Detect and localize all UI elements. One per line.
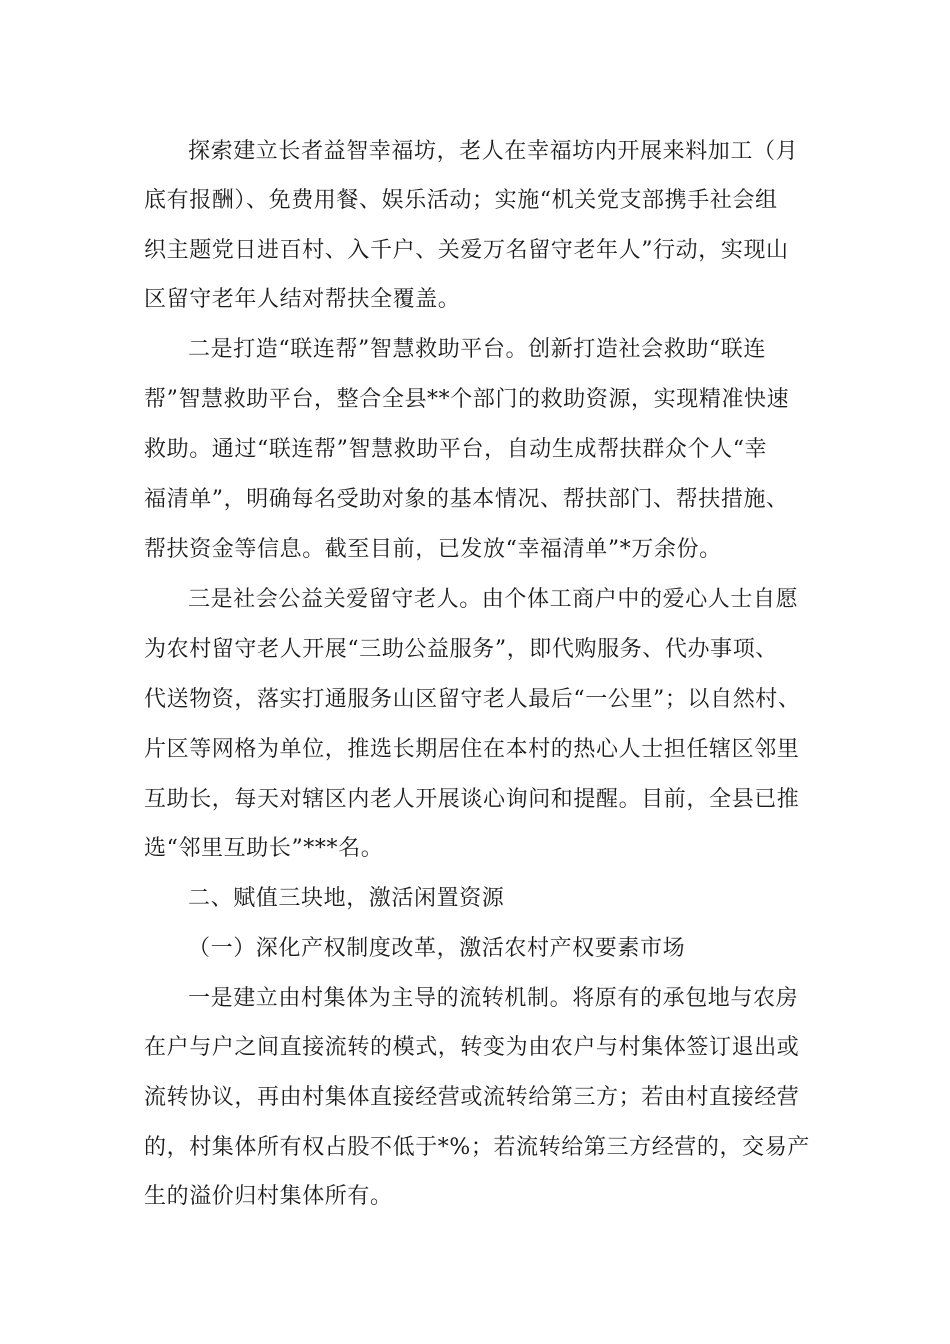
paragraph-line: 一是建立由村集体为主导的流转机制。将原有的承包地与农房 — [188, 986, 799, 1011]
paragraph-line: 三是社会公益关爱留守老人。由个体工商户中的爱心人士自愿 — [188, 587, 799, 612]
paragraph-line: 流转协议，再由村集体直接经营或流转给第三方；若由村直接经营 — [144, 1085, 800, 1110]
paragraph-line: 区留守老年人结对帮扶全覆盖。 — [144, 287, 461, 312]
paragraph-line: 帮扶资金等信息。截至目前，已发放“幸福清单”*万余份。 — [144, 537, 722, 562]
paragraph-line: 互助长，每天对辖区内老人开展谈心询问和提醒。目前，全县已推 — [144, 787, 800, 812]
paragraph-line: 织主题党日进百村、入千户、关爱万名留守老年人”行动，实现山 — [144, 238, 789, 263]
paragraph-line: 生的溢价归村集体所有。 — [144, 1184, 393, 1209]
paragraph-line: 的，村集体所有权占股不低于*%；若流转给第三方经营的，交易产 — [144, 1135, 810, 1160]
paragraph-line: 探索建立长者益智幸福坊，老人在幸福坊内开展来料加工（月 — [188, 139, 799, 164]
paragraph-line: 片区等网格为单位，推选长期居住在本村的热心人士担任辖区邻里 — [144, 737, 800, 762]
section-heading: 二、赋值三块地，激活闲置资源 — [188, 886, 505, 911]
paragraph-line: 救助。通过“联连帮”智慧救助平台，自动生成帮扶群众个人“幸 — [144, 437, 768, 462]
paragraph-line: 福清单”，明确每名受助对象的基本情况、帮扶部门、帮扶措施、 — [144, 487, 789, 512]
paragraph-line: 帮”智慧救助平台，整合全县**个部门的救助资源，实现精准快速 — [144, 387, 790, 412]
paragraph-line: 为农村留守老人开展“三助公益服务”，即代购服务、代办事项、 — [144, 637, 778, 662]
paragraph-line: 二是打造“联连帮”智慧救助平台。创新打造社会救助“联连 — [188, 337, 766, 362]
paragraph-line: 选“邻里互助长”***名。 — [144, 836, 384, 861]
paragraph-line: 在户与户之间直接流转的模式，转变为由农户与村集体签订退出或 — [144, 1035, 800, 1060]
subsection-heading: （一）深化产权制度改革，激活农村产权要素市场 — [188, 936, 686, 961]
paragraph-line: 底有报酬）、免费用餐、娱乐活动；实施“机关党支部携手社会组 — [144, 188, 778, 213]
paragraph-line: 代送物资，落实打通服务山区留守老人最后“一公里”；以自然村、 — [144, 687, 801, 712]
